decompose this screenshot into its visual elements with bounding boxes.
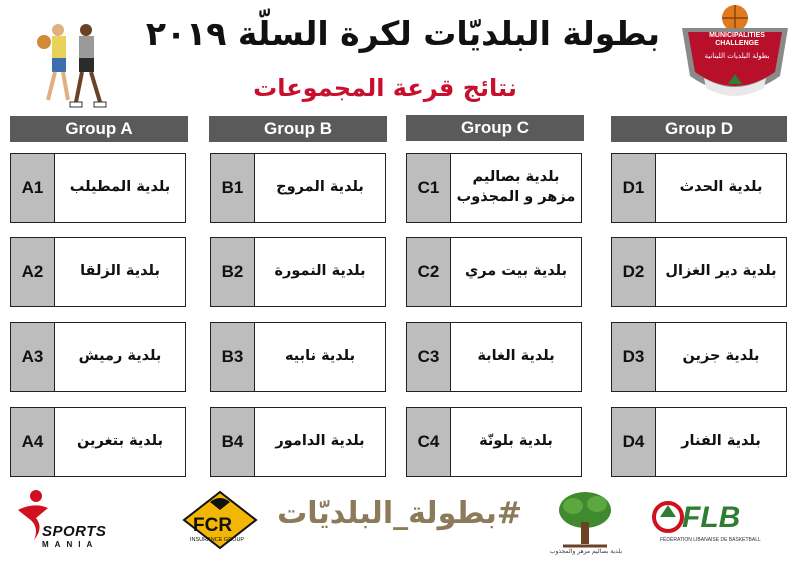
- page-title: بطولة البلديّات لكرة السلّة ٢٠١٩: [145, 14, 660, 53]
- team-cell-a3: [10, 322, 186, 392]
- team-name: بلدية الغابة: [477, 348, 555, 365]
- group-a-header: Group A: [10, 116, 188, 142]
- badge-line1: MUNICIPALITIES: [709, 32, 765, 39]
- team-cell-c4: [406, 407, 582, 477]
- team-name: بلدية دير الغزال: [665, 263, 777, 280]
- team-code: B3: [211, 323, 255, 391]
- municipality-caption: بلدية بصاليم مزهر والمجذوب: [549, 548, 622, 555]
- badge-line2: CHALLENGE: [715, 40, 759, 47]
- fcr-sub: INSURANCE GROUP: [190, 537, 245, 543]
- team-name: بلدية النمورة: [274, 263, 366, 280]
- team-code: C2: [407, 238, 451, 306]
- team-cell-d2: [611, 237, 787, 307]
- group-b-header: Group B: [209, 116, 387, 142]
- team-code: B4: [211, 408, 255, 476]
- team-code: B1: [211, 154, 255, 222]
- fcr-name: FCR: [193, 515, 233, 536]
- hashtag: #بطولة_البلديّات: [277, 496, 522, 531]
- team-name: بلدية الزلقا: [80, 263, 160, 280]
- team-name: بلدية المطيلب: [69, 179, 171, 196]
- team-code: C3: [407, 323, 451, 391]
- team-cell-a2: [10, 237, 186, 307]
- team-name: بلدية نابيه: [284, 348, 356, 365]
- team-code: D3: [612, 323, 656, 391]
- page-subtitle: نتائج قرعة المجموعات: [253, 74, 517, 102]
- flb-name: FLB: [682, 501, 741, 534]
- sports-mania-sub: MANIA: [42, 540, 99, 549]
- team-code: B2: [211, 238, 255, 306]
- team-code: A3: [11, 323, 55, 391]
- team-name: بلدية بلونّة: [479, 433, 553, 450]
- team-name: بلدية الدامور: [275, 433, 365, 450]
- team-cell-c2: [406, 237, 582, 307]
- flb-sub: FÉDÉRATION LIBANAISE DE BASKETBALL: [660, 537, 761, 543]
- team-cell-d1: [611, 153, 787, 223]
- team-cell-b3: [210, 322, 386, 392]
- team-name: بلدية بيت مري: [464, 263, 568, 280]
- team-name: بلدية جزين: [682, 348, 760, 365]
- team-cell-a4: [10, 407, 186, 477]
- team-cell-d3: [611, 322, 787, 392]
- team-name: بلدية الفنار: [681, 433, 761, 450]
- team-cell-b2: [210, 237, 386, 307]
- badge-english-text: [696, 32, 778, 48]
- team-code: D1: [612, 154, 656, 222]
- team-code: C4: [407, 408, 451, 476]
- team-cell-c3: [406, 322, 582, 392]
- team-code: A4: [11, 408, 55, 476]
- team-name: بلدية المروج: [276, 179, 364, 196]
- team-cell-b1: [210, 153, 386, 223]
- team-cell-b4: [210, 407, 386, 477]
- team-cell-c1: [406, 153, 582, 223]
- badge-arabic-text: بطولة البلديات اللبنانية: [704, 52, 770, 60]
- team-code: D2: [612, 238, 656, 306]
- team-cell-a1: [10, 153, 186, 223]
- basketball-players-illustration: [30, 20, 120, 110]
- team-code: D4: [612, 408, 656, 476]
- team-name: بلدية بصاليم مزهر و المجذوب: [456, 169, 576, 205]
- tree-logo-icon: [553, 488, 617, 552]
- team-name: بلدية بتغرين: [76, 433, 164, 450]
- team-code: A1: [11, 154, 55, 222]
- group-d-header: Group D: [611, 116, 787, 142]
- group-c-header: Group C: [406, 115, 584, 141]
- team-code: A2: [11, 238, 55, 306]
- sports-mania-name: SPORTS: [42, 523, 107, 540]
- team-name: بلدية الحدث: [679, 179, 763, 196]
- team-cell-d4: [611, 407, 787, 477]
- team-name: بلدية رميش: [78, 348, 162, 365]
- team-code: C1: [407, 154, 451, 222]
